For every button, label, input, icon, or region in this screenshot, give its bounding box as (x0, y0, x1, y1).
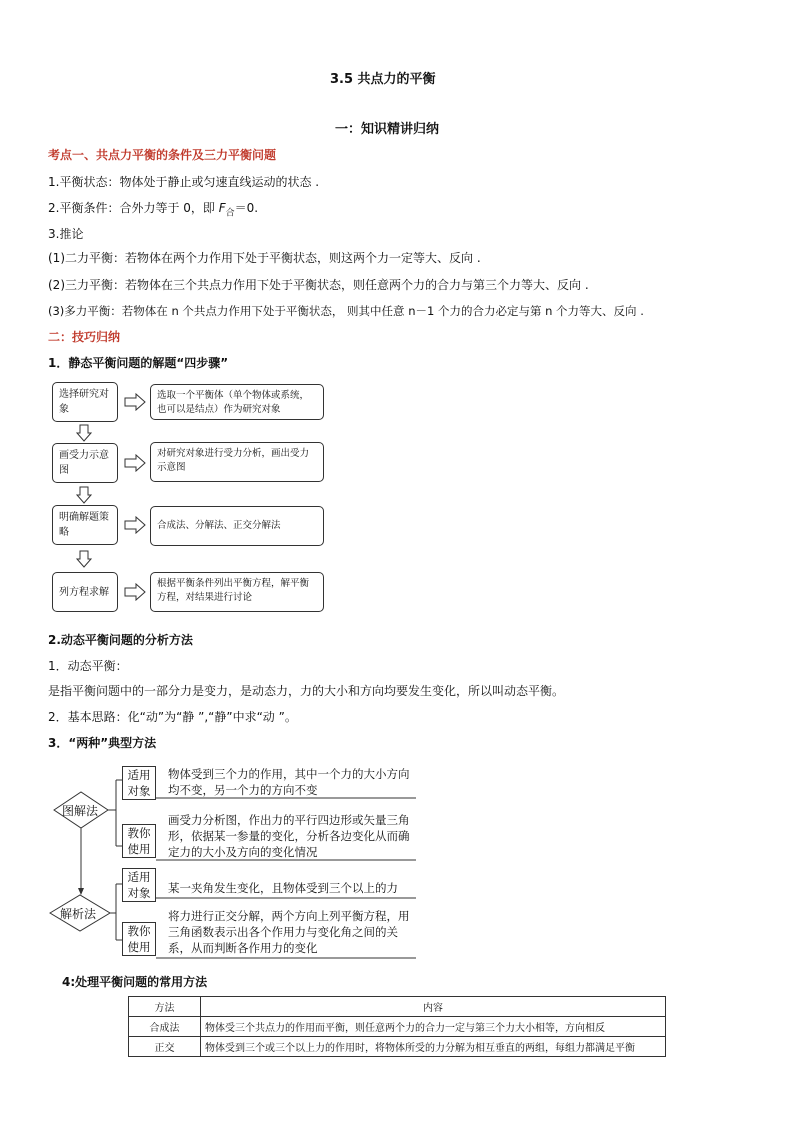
inference-three-force: (2)三力平衡：若物体在三个共点力作用下处于平衡状态，则任意两个力的合力与第三个力等大、反向 . (48, 278, 589, 292)
table-header-row (129, 997, 666, 1017)
common-methods-title: 4:处理平衡问题的常用方法 (62, 975, 208, 989)
right-arrow-icon (124, 454, 146, 472)
step-label-1: 选择研究对象 (59, 389, 109, 415)
common-methods-table (128, 996, 666, 1057)
page-title: 3.5 共点力的平衡 (330, 72, 436, 87)
force-symbol: F (218, 201, 226, 215)
analytic-teach-tag: 教你使用 (122, 922, 156, 956)
step-label-3: 明确解题策略 (59, 512, 109, 538)
step-box-1 (52, 382, 118, 422)
step-box-2 (52, 443, 118, 483)
table-cell-method: 合成法 (129, 1017, 201, 1037)
step-box-4 (52, 572, 118, 612)
dynamic-balance-title: 2.动态平衡问题的分析方法 (48, 633, 193, 647)
step-desc-text-3: 合成法、分解法、正交分解法 (157, 520, 281, 531)
right-arrow-icon (124, 393, 146, 411)
table-header-content: 内容 (201, 997, 666, 1017)
right-arrow-icon (124, 516, 146, 534)
analytic-method-label: 解析法 (60, 907, 97, 921)
table-cell-content: 物体受到三个或三个以上力的作用时，将物体所受的力分解为相互垂直的两组，每组力都满足平衡 (201, 1037, 666, 1057)
graph-teach-text: 画受力分析图，作出力的平行四边形或矢量三角形，依据某一参量的变化，分析各边变化从而确定力的大小及方向的变化情况 (168, 813, 410, 859)
dynamic-definition-label: 1．动态平衡： (48, 659, 128, 673)
analytic-teach-text: 将力进行正交分解，两个方向上列平衡方程，用三角函数表示出各个作用力与变化角之间的关系，从而判断各作用力的变化 (168, 909, 410, 955)
step-desc-3 (150, 506, 324, 546)
table-row (129, 1017, 666, 1037)
step-label-2: 画受力示意图 (59, 450, 109, 476)
dynamic-definition-text: 是指平衡问题中的一部分力是变力，是动态力，力的大小和方向均要发生变化，所以叫动态平衡。 (48, 684, 565, 698)
two-methods-title: 3．“两种”典型方法 (48, 736, 157, 750)
step-box-3 (52, 505, 118, 545)
graph-applicable-tag: 适用对象 (122, 766, 156, 800)
table-cell-method: 正交 (129, 1037, 201, 1057)
right-arrow-icon (124, 583, 146, 601)
analytic-applicable-text: 某一夹角发生变化，且物体受到三个以上的力 (168, 881, 398, 895)
analytic-applicable-tag: 适用对象 (122, 868, 156, 902)
table-header-method: 方法 (129, 997, 201, 1017)
basic-approach-line: 2．基本思路：化“动”为“静 ”,“静”中求“动 ”。 (48, 710, 297, 724)
graph-teach-tag: 教你使用 (122, 824, 156, 858)
step-desc-text-4: 根据平衡条件列出平衡方程，解平衡方程，对结果进行讨论 (157, 578, 310, 603)
inference-heading: 3.推论 (48, 227, 84, 241)
step-desc-4 (150, 572, 324, 612)
inference-multi-force: (3)多力平衡：若物体在 n 个共点力作用下处于平衡状态， 则其中任意 n－1 个力的合力必定与第 n 个力等大、反向 . (48, 304, 644, 318)
step-desc-1 (150, 384, 324, 420)
balance-state-line: 1.平衡状态：物体处于静止或匀速直线运动的状态 . (48, 175, 320, 189)
topic1-heading: 考点一、共点力平衡的条件及三力平衡问题 (48, 148, 277, 162)
down-arrow-icon (76, 424, 92, 442)
down-arrow-icon (76, 486, 92, 504)
step-desc-2 (150, 442, 324, 482)
graph-applicable-text: 物体受到三个力的作用，其中一个力的大小方向均不变，另一个力的方向不变 (168, 767, 410, 797)
table-row (129, 1037, 666, 1057)
section2-heading: 二：技巧归纳 (48, 330, 121, 344)
balance-condition-line (48, 199, 258, 218)
static-balance-title: 1．静态平衡问题的解题“四步骤” (48, 356, 229, 370)
down-arrow-icon (76, 550, 92, 568)
step-label-4: 列方程求解 (59, 587, 109, 598)
balance-condition-text: 2.平衡条件：合外力等于 0，即 (48, 201, 219, 215)
inference-two-force: (1)二力平衡：若物体在两个力作用下处于平衡状态，则这两个力一定等大、反向 . (48, 251, 481, 265)
step-desc-text-2: 对研究对象进行受力分析，画出受力示意图 (157, 448, 310, 473)
force-subscript: 合 (225, 208, 235, 219)
balance-condition-end: ＝0. (234, 201, 259, 215)
graph-method-label: 图解法 (62, 804, 99, 818)
table-cell-content: 物体受三个共点力的作用而平衡，则任意两个力的合力一定与第三个力大小相等，方向相反 (201, 1017, 666, 1037)
section-heading-1: 一：知识精讲归纳 (335, 122, 440, 137)
step-desc-text-1: 选取一个平衡体（单个物体或系统，也可以是结点）作为研究对象 (157, 390, 310, 415)
